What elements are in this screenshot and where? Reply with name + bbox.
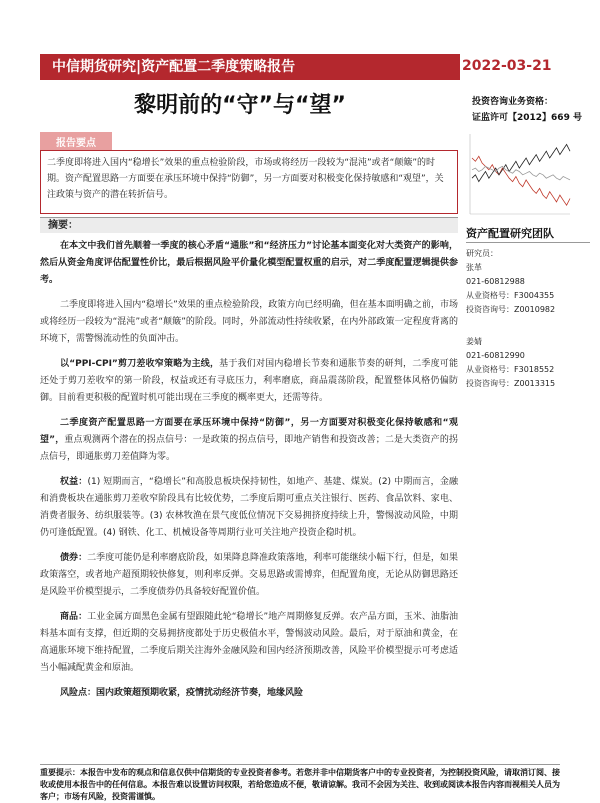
risk-label: 风险点：: [60, 688, 97, 698]
risk-paragraph: [40, 685, 458, 702]
researcher-1-cert1: 从业资格号：F3004355: [466, 291, 555, 300]
report-date: 2022-03-21: [462, 58, 552, 74]
trend-chart-svg: [466, 130, 574, 218]
key-points-tag: 报告要点: [40, 132, 112, 151]
p4-text: 重点观测两个潜在的拐点信号：一是政策的拐点信号，即地产销售和投资改善；二是大类资产的拐点信号，即通胀剪刀差值降为零。: [40, 435, 458, 462]
commodity-text: 工业金属方面黑色金属有望跟随此轮“稳增长”地产周期修复反弹。农产品方面，玉米、油脂油料基本面有支撑，但近期的交易拥挤度都处于历史极值水平，警惕波动风险。最后，对于原油和黄金，在高通胀环境下维持配置，二季度后期关注海外金融风险和国内经济预期改善，风险平价模型提示可考虑适当小幅减配黄金和原油。: [40, 612, 458, 673]
summary-body: [40, 238, 458, 710]
page-title: 黎明前的“守”与“望”: [134, 93, 346, 118]
bond-label: 债券：: [60, 553, 88, 563]
bond-text: 二季度可能仍是利率磨底阶段，如果降息降准政策落地，利率可能继续小幅下行，但是，如果政策落空，或者地产超预期较快修复，则利率反弹。交易思路或需博弈，但配置角度，无论从防御思路还是风险平价模型提示，二季度债券仍具备较好配置价值。: [40, 553, 458, 597]
equity-text: (1) 短期而言，“稳增长”和高股息板块保持韧性，如地产、基建、煤炭。(2) 中期而言，金融和消费板块在通胀剪刀差收窄阶段具有比较优势，二季度后期可重点关注银行、医药、食品饮料、家电、消费者服务、纺织服装等。(3) 农林牧渔在景气度低位情况下交易拥挤度持续上升，警惕波动风险，中期仍可逢低配置。(4) 钢铁、化工、机械设备等周期行业可关注地产投资企稳时机。: [40, 477, 458, 538]
commodity-label: 商品：: [60, 612, 88, 622]
summary-paragraph-6: [40, 550, 458, 601]
qualification-line1: 投资咨询业务资格：: [472, 97, 554, 107]
summary-paragraph-4: [40, 415, 458, 466]
key-points-box: [40, 150, 458, 214]
p4-lead: 二季度资产配置思路一方面要在承压环境中保持“防御”，另一方面要对积极变化保持敏感和“观望”，: [40, 418, 458, 445]
researcher-2-phone: 021-60812990: [466, 351, 525, 360]
researcher-2-name: 姜婧: [466, 337, 482, 346]
p3-text: 基于我们对国内稳增长节奏和通胀节奏的研判，二季度可能还处于剪刀差收窄的第一阶段，权益或还有寻底压力，利率磨底，商品震荡阶段，配置整体风格仍偏防御。目前看更积极的配置时机可能出现在三季度的概率更大，还需等待。: [40, 359, 458, 403]
researcher-2-cert1: 从业资格号：F3018552: [466, 365, 555, 374]
report-banner: 中信期货研究|资产配置二季度策略报告: [40, 54, 460, 80]
qualification-line2: 证监许可【2012】669 号: [472, 113, 582, 123]
researcher-2-cert2: 投资咨询号：Z0013315: [466, 379, 556, 388]
summary-paragraph-1: 在本文中我们首先顺着一季度的核心矛盾“通胀”和“经济压力”讨论基本面变化对大类资产的影响，然后从资金角度评估配置性价比，最后根据风险平价量化模型配置权重的启示，对二季度配置逻辑提供参考。: [40, 241, 458, 285]
team-title: 资产配置研究团队: [466, 226, 590, 243]
p3-lead: 以“PPI-CPI”剪刀差收窄策略为主线，: [60, 359, 220, 369]
footer-notice: 重要提示：本报告中发布的观点和信息仅供中信期货的专业投资者参考。若您并非中信期货客户中的专业投资者，为控制投资风险，请取消订阅、接收或使用本报告中的任何信息。本报告难以设置访问权限，若给您造成不便，敬请谅解。我司不会因为关注、收到或阅读本报告内容而视相关人员为客户；市场有风险，投资需谨慎。: [40, 768, 560, 801]
qualification: [472, 94, 582, 126]
researcher-1-name: 张革: [466, 263, 482, 272]
risk-text: 国内政策超预期收紧，疫情扰动经济节奏，地缘风险: [96, 688, 304, 698]
researcher-1-phone: 021-60812988: [466, 277, 525, 286]
summary-paragraph-3: [40, 356, 458, 407]
summary-paragraph-7: [40, 609, 458, 677]
chart-line-series-red: [472, 156, 570, 205]
key-points-text: 二季度即将进入国内“稳增长”效果的重点检验阶段，市场或将经历一段较为“混沌”或者“颠簸”的时期。资产配置思路一方面要在承压环境中保持“防御”，另一方面要对积极变化保持敏感和“观望”，关注政策与资产的潜在转折信号。: [47, 158, 444, 200]
researcher-1-cert2: 投资咨询号：Z0010982: [466, 305, 556, 314]
summary-paragraph-5: [40, 474, 458, 542]
equity-label: 权益：: [60, 477, 88, 487]
footer-divider: [40, 764, 560, 765]
research-team: [466, 226, 590, 391]
trend-chart: [466, 130, 574, 218]
team-role: 研究员：: [466, 249, 498, 258]
summary-label: 摘要：: [40, 217, 458, 233]
chart-line-series-black: [472, 144, 570, 181]
summary-paragraph-2: 二季度即将进入国内“稳增长”效果的重点检验阶段，政策方向已经明确，但在基本面明确之前，市场或将经历一段较为“混沌”或者“颠簸”的阶段。同时，外部流动性持续收紧，在内外部政策一定程度背离的环境下，需警惕流动性的负面冲击。: [40, 300, 458, 344]
